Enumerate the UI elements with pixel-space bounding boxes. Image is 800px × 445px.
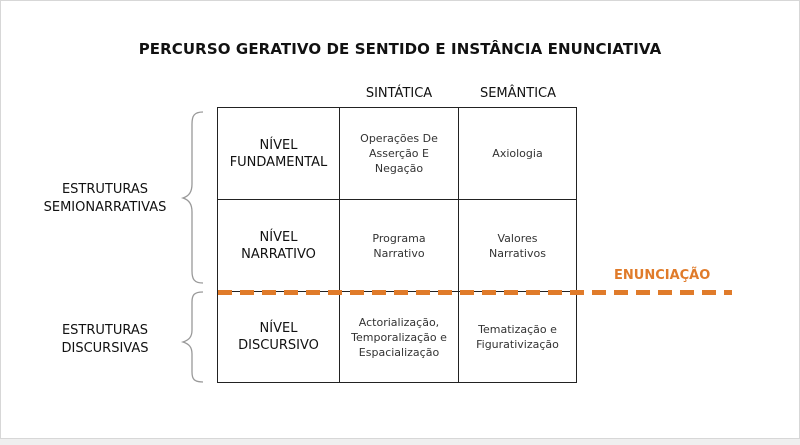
cell-nivel-narrativo	[218, 200, 339, 291]
cell-discursivo-sintatica	[340, 292, 458, 382]
cell-discursivo-semantica	[459, 292, 576, 382]
enunciation-dashed-line	[218, 290, 732, 295]
group-label-semionarrativas: ESTRUTURAS SEMIONARRATIVAS	[43, 182, 167, 215]
cell-text: Operações De Asserção E Negação	[360, 132, 438, 175]
diagram-title: PERCURSO GERATIVO DE SENTIDO E INSTÂNCIA ENUNCIATIVA	[138, 40, 662, 58]
enunciation-label: ENUNCIAÇÃO	[614, 268, 711, 283]
cell-text: Axiologia	[492, 147, 543, 160]
cell-narrativo-semantica	[459, 200, 576, 291]
cell-text: Programa Narrativo	[372, 231, 426, 260]
cell-nivel-fundamental	[218, 108, 339, 199]
cell-fundamental-semantica	[459, 108, 576, 199]
brace-semionarrativas	[183, 112, 203, 283]
cell-text: Tematização e Figurativização	[476, 323, 559, 351]
cell-text: Actorialização, Temporalização e Espacialização	[351, 315, 447, 359]
brace-group	[175, 108, 205, 388]
cell-narrativo-sintatica	[340, 200, 458, 291]
group-label-discursivas: ESTRUTURAS DISCURSIVAS	[61, 323, 149, 356]
column-header-semantica: SEMÂNTICA	[479, 86, 557, 101]
cell-text: Valores Narrativos	[489, 231, 546, 260]
brace-discursivas	[183, 292, 203, 382]
levels-table	[217, 107, 577, 383]
cell-nivel-discursivo	[218, 292, 339, 382]
level-label: NÍVEL NARRATIVO	[241, 229, 316, 262]
level-label: NÍVEL DISCURSIVO	[238, 321, 319, 353]
cell-fundamental-sintatica	[340, 108, 458, 199]
column-header-sintatica: SINTÁTICA	[365, 86, 433, 101]
level-label: NÍVEL FUNDAMENTAL	[229, 137, 328, 170]
bottom-strip	[0, 439, 800, 445]
